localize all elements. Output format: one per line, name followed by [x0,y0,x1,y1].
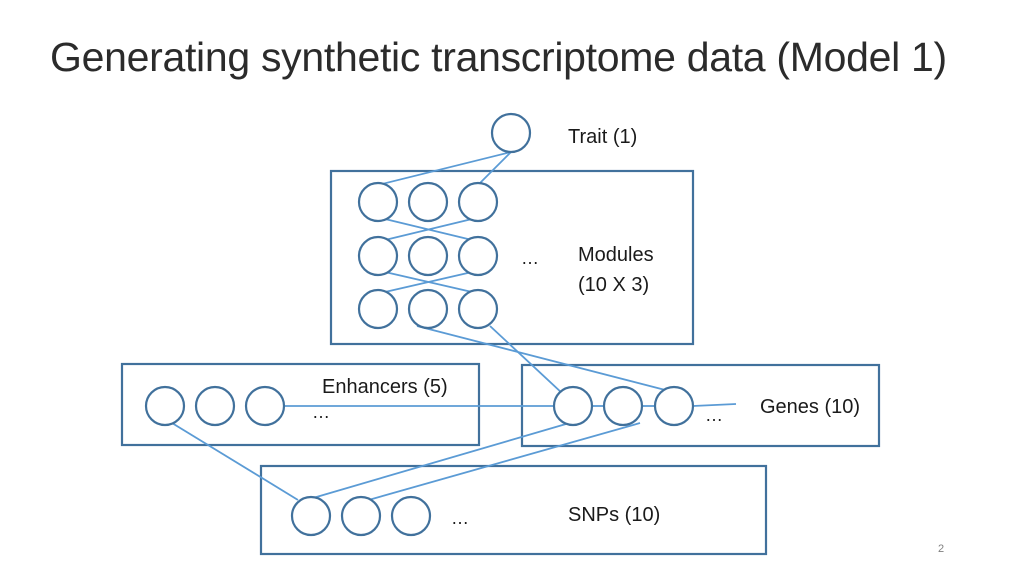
enhancers-ellipsis: … [312,402,330,422]
genes-ellipsis: … [705,405,723,425]
module-node [459,237,497,275]
genes-label: Genes (10) [760,396,861,418]
edge-gene-snp [313,424,566,498]
snps-box [261,466,766,554]
edge-module-gene [417,326,673,392]
modules-label: Modules [578,244,654,266]
edge-trait-module [378,152,511,185]
gene-node [554,387,592,425]
edges [172,152,736,503]
gene-node [655,387,693,425]
enhancer-node [246,387,284,425]
module-node [359,290,397,328]
page-number: 2 [938,543,945,555]
enhancer-node [196,387,234,425]
edge-gene-snp [358,423,640,503]
snp-node [292,497,330,535]
modules-size-label: (10 X 3) [578,274,650,296]
trait-node [492,114,530,152]
module-node [359,183,397,221]
edge-enhancer-snp [172,423,298,500]
module-node [359,237,397,275]
snps-label: SNPs (10) [568,504,661,526]
enhancers-label: Enhancers (5) [322,376,448,398]
snps-ellipsis: … [451,508,469,528]
module-node [409,237,447,275]
module-node [459,290,497,328]
modules-ellipsis: … [521,248,539,268]
snp-node [392,497,430,535]
slide-title: Generating synthetic transcriptome data (Model 1) [50,34,947,80]
gene-node [604,387,642,425]
enhancer-node [146,387,184,425]
module-node [409,290,447,328]
module-node [459,183,497,221]
trait-label: Trait (1) [568,126,638,148]
snp-node [342,497,380,535]
module-node [409,183,447,221]
